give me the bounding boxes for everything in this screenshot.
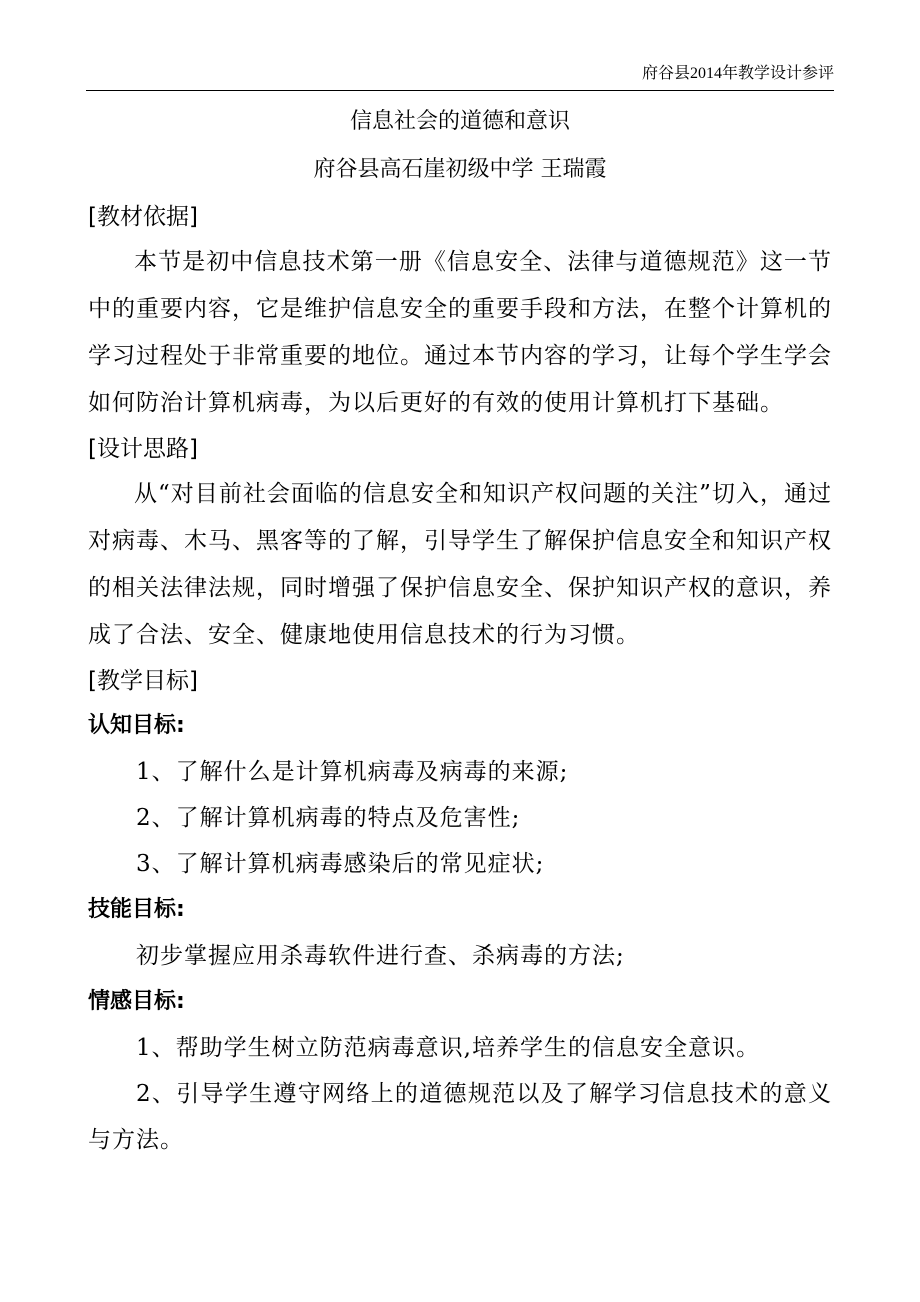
header-rule [86,90,834,91]
subheading-skill: 技能目标: [88,897,185,922]
list-item: 1、了解什么是计算机病毒及病毒的来源; [136,759,569,785]
list-item: 初步掌握应用杀毒软件进行查、杀病毒的方法; [136,943,625,969]
document-body [88,195,832,1163]
subheading-cognitive: 认知目标: [88,713,185,738]
list-item: 1、帮助学生树立防范病毒意识,培养学生的信息安全意识。 [136,1035,760,1061]
list-item: 2、了解计算机病毒的特点及危害性; [136,805,521,831]
section-heading-design: [设计思路] [88,436,198,462]
subheading-emotion: 情感目标: [88,989,185,1014]
document-title: 信息社会的道德和意识 [349,109,570,134]
paragraph-basis: 本节是初中信息技术第一册《信息安全、法律与道德规范》这一节中的重要内容，它是维护信息安全的重要手段和方法，在整个计算机的学习过程处于非常重要的地位。通过本节内容的学习，让每个学生学会如何防治计算机病毒，为以后更好的有效的使用计算机打下基础。 [88,249,832,416]
running-header: 府谷县2014年教学设计参评 [641,65,834,82]
author-line: 府谷县高石崖初级中学 王瑞霞 [313,157,607,182]
section-heading-goals: [教学目标] [88,668,198,694]
list-item: 2、引导学生遵守网络上的道德规范以及了解学习信息技术的意义与方法。 [88,1081,832,1153]
paragraph-design: 从“对目前社会面临的信息安全和知识产权问题的关注”切入，通过对病毒、木马、黑客等的了解，引导学生了解保护信息安全和知识产权的相关法律法规，同时增强了保护信息安全、保护知识产权的意识，养成了合法、安全、健康地使用信息技术的行为习惯。 [88,481,832,648]
section-heading-basis: [教材依据] [88,204,198,230]
list-item: 3、了解计算机病毒感染后的常见症状; [136,851,545,877]
